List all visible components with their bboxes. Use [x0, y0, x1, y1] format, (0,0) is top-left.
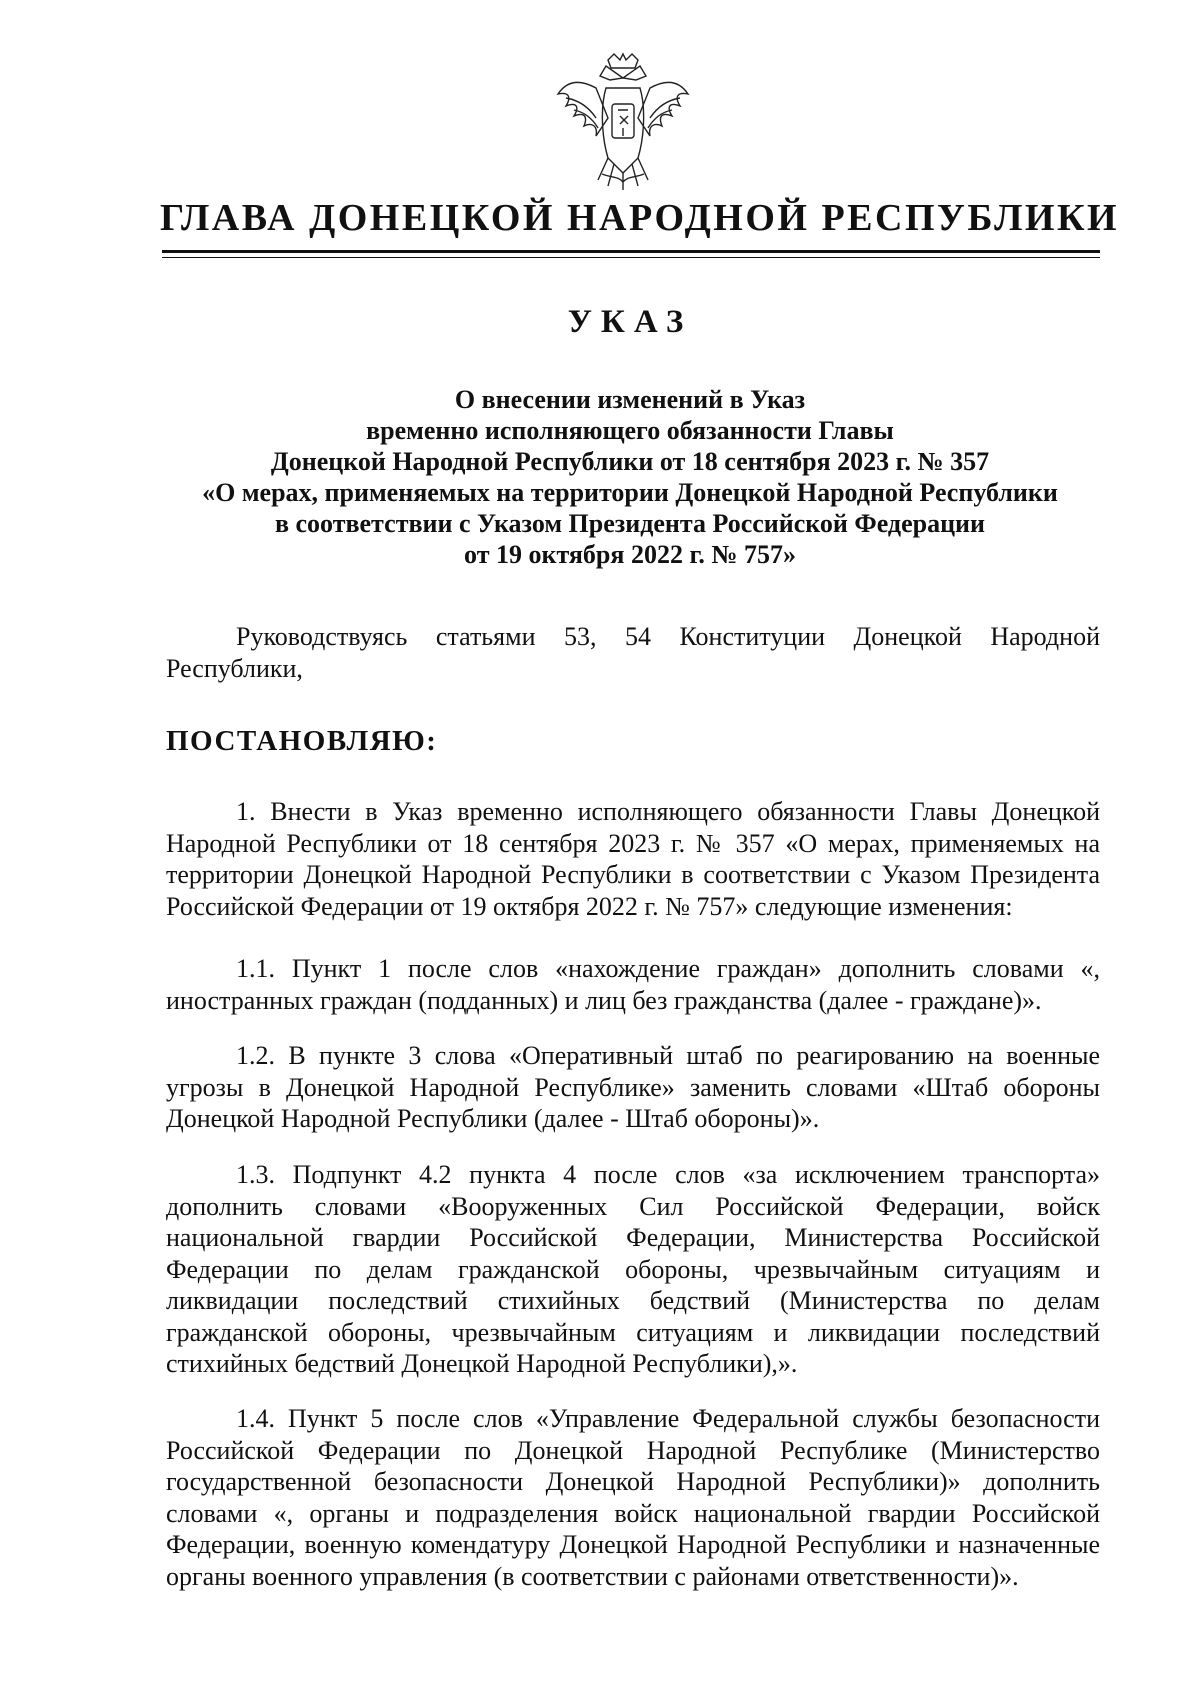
subject-line: временно исполняющего обязанности Главы [366, 416, 894, 445]
header-divider-thin [162, 257, 1100, 258]
issuer-title: ГЛАВА ДОНЕЦКОЙ НАРОДНОЙ РЕСПУБЛИКИ [160, 197, 1120, 239]
subject-line: О внесении изменений в Указ [454, 385, 806, 414]
resolve-heading: ПОСТАНОВЛЯЮ: [166, 725, 438, 757]
header-divider-thick [162, 250, 1100, 253]
preamble: Руководствуясь статьями 53, 54 Конституции Донецкой Народной Республики, [166, 622, 1100, 683]
paragraph-1: 1. Внести в Указ временно исполняющего обязанности Главы Донецкой Народной Республики от 18 сентября 2023 г. № 357 «О мерах, применяемых на территории Донецкой Народной Республики в соответствии с Указом Президента Российской Федерации от 19 октября 2022 г. № 757» следующие изменения: [166, 797, 1100, 921]
paragraph-1-1: 1.1. Пункт 1 после слов «нахождение граждан» дополнить словами «, иностранных граждан (подданных) и лиц без гражданства (далее - граждане)». [166, 954, 1100, 1015]
paragraph-1-2: 1.2. В пункте 3 слова «Оперативный штаб по реагированию на военные угрозы в Донецкой Народной Республике» заменить словами «Штаб обороны Донецкой Народной Республики (далее - Штаб обороны)». [166, 1041, 1100, 1133]
subject-line: от 19 октября 2022 г. № 757» [464, 540, 796, 569]
subject-line: в соответствии с Указом Президента Российской Федерации [274, 509, 986, 538]
document-type: УКАЗ [567, 304, 693, 340]
decree-subject [160, 384, 1100, 570]
paragraph-1-4: 1.4. Пункт 5 после слов «Управление Федеральной службы безопасности Российской Федерации по Донецкой Народной Республике (Министерство государственной безопасности Донецкой Народной Республики)» дополнить словами «, органы и подразделения войск национальной гвардии Российской Федерации, военную комендатуру Донецкой Народной Республики и назначенные органы военного управления (в соответствии с районами ответственности)». [166, 1404, 1100, 1591]
paragraph-1-3: 1.3. Подпункт 4.2 пункта 4 после слов «за исключением транспорта» дополнить словами «Вооруженных Сил Российской Федерации, войск национальной гвардии Российской Федерации, Министерства Российской Федерации по делам гражданской обороны, чрезвычайным ситуациям и ликвидации последствий стихийных бедствий (Министерства по делам гражданской обороны, чрезвычайным ситуациям и ликвидации последствий стихийных бедствий Донецкой Народной Республики),». [166, 1160, 1100, 1378]
coat-of-arms-icon [548, 48, 698, 198]
subject-line: Донецкой Народной Республики от 18 сентября 2023 г. № 357 [270, 447, 990, 476]
subject-line: «О мерах, применяемых на территории Донецкой Народной Республики [202, 478, 1058, 507]
